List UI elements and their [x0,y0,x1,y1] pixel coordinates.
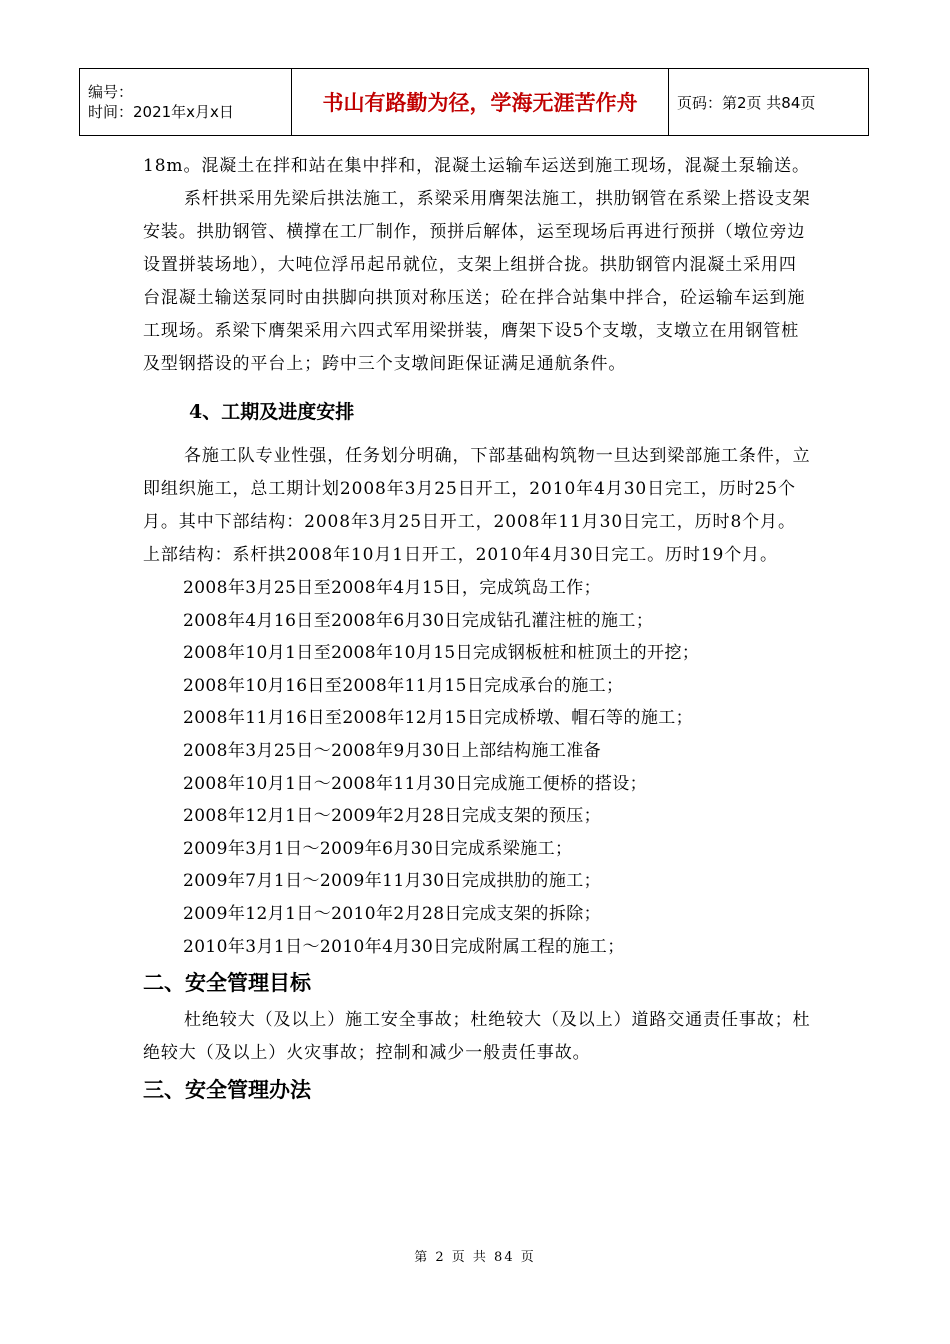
page-footer: 第 2 页 共 84 页 [414,1250,536,1265]
schedule-item: 2010年3月1日～2010年4月30日完成附属工程的施工； [183,936,625,957]
page-header [79,68,869,136]
paragraph-schedule-overview: 各施工队专业性强，任务划分明确，下部基础构筑物一旦达到梁部施工条件，立即组织施工，总工期计划2008年3月25日开工，2010年4月30日完工，历时25个月。其中下部结构：2008年3月25日开工，2008年11月30日完工，历时8个月。上部结构：系杆拱2008年10月1日开工，2010年4月30日完工。历时19个月。 [143,446,811,565]
document-number-label: 编号： [88,83,134,101]
schedule-item: 2008年4月16日至2008年6月30日完成钻孔灌注桩的施工； [183,610,654,631]
schedule-item: 2008年3月25日至2008年4月15日，完成筑岛工作； [183,578,602,598]
paragraph-concrete: 18m。混凝土在拌和站在集中拌和，混凝土运输车运送到施工现场，混凝土泵输送。 [143,156,810,176]
schedule-item: 2008年10月1日至2008年10月15日完成钢板桩和桩顶土的开挖； [183,643,700,664]
paragraph-safety-goals: 杜绝较大（及以上）施工安全事故；杜绝较大（及以上）道路交通责任事故；杜绝较大（及以上）火灾事故；控制和减少一般责任事故。 [143,1010,811,1064]
schedule-item: 2008年10月1日～2008年11月30日完成施工便桥的搭设； [183,773,648,794]
schedule-item: 2008年12月1日～2009年2月28日完成支架的预压； [183,806,602,827]
header-motto: 书山有路勤为径，学海无涯苦作舟 [292,69,669,136]
schedule-item: 2008年10月16日至2008年11月15日完成承台的施工； [183,675,624,696]
schedule-item: 2008年3月25日～2008年9月30日上部结构施工准备 [183,740,602,761]
document-date: 时间：2021年x月x日 [88,103,234,121]
document-body [143,150,813,1111]
section-heading-schedule: 4、工期及进度安排 [189,401,355,423]
schedule-item: 2009年12月1日～2010年2月28日完成支架的拆除； [183,903,602,924]
schedule-item: 2009年3月1日～2009年6月30日完成系梁施工； [183,838,573,859]
schedule-item: 2008年11月16日至2008年12月15日完成桥墩、帽石等的施工； [183,708,694,729]
section-title-safety-goals: 二、安全管理目标 [143,971,311,996]
header-meta [80,69,292,136]
header-page-number: 页码：第2页 共84页 [669,69,869,136]
schedule-list [143,572,813,963]
schedule-item: 2009年7月1日～2009年11月30日完成拱肋的施工； [183,871,602,892]
section-title-safety-methods: 三、安全管理办法 [143,1078,311,1103]
paragraph-arch-construction: 系杆拱采用先梁后拱法施工，系梁采用膺架法施工，拱肋钢管在系梁上搭设支架安装。拱肋钢管、横撑在工厂制作，预拼后解体，运至现场后再进行预拼（墩位旁边设置拼装场地），大吨位浮吊起吊就位，支架上组拼合拢。拱肋钢管内混凝土采用四台混凝土输送泵同时由拱脚向拱顶对称压送；砼在拌合站集中拌合，砼运输车运到施工现场。系梁下膺架采用六四式军用梁拼装，膺架下设5个支墩，支墩立在用钢管桩及型钢搭设的平台上；跨中三个支墩间距保证满足通航条件。 [143,189,811,374]
